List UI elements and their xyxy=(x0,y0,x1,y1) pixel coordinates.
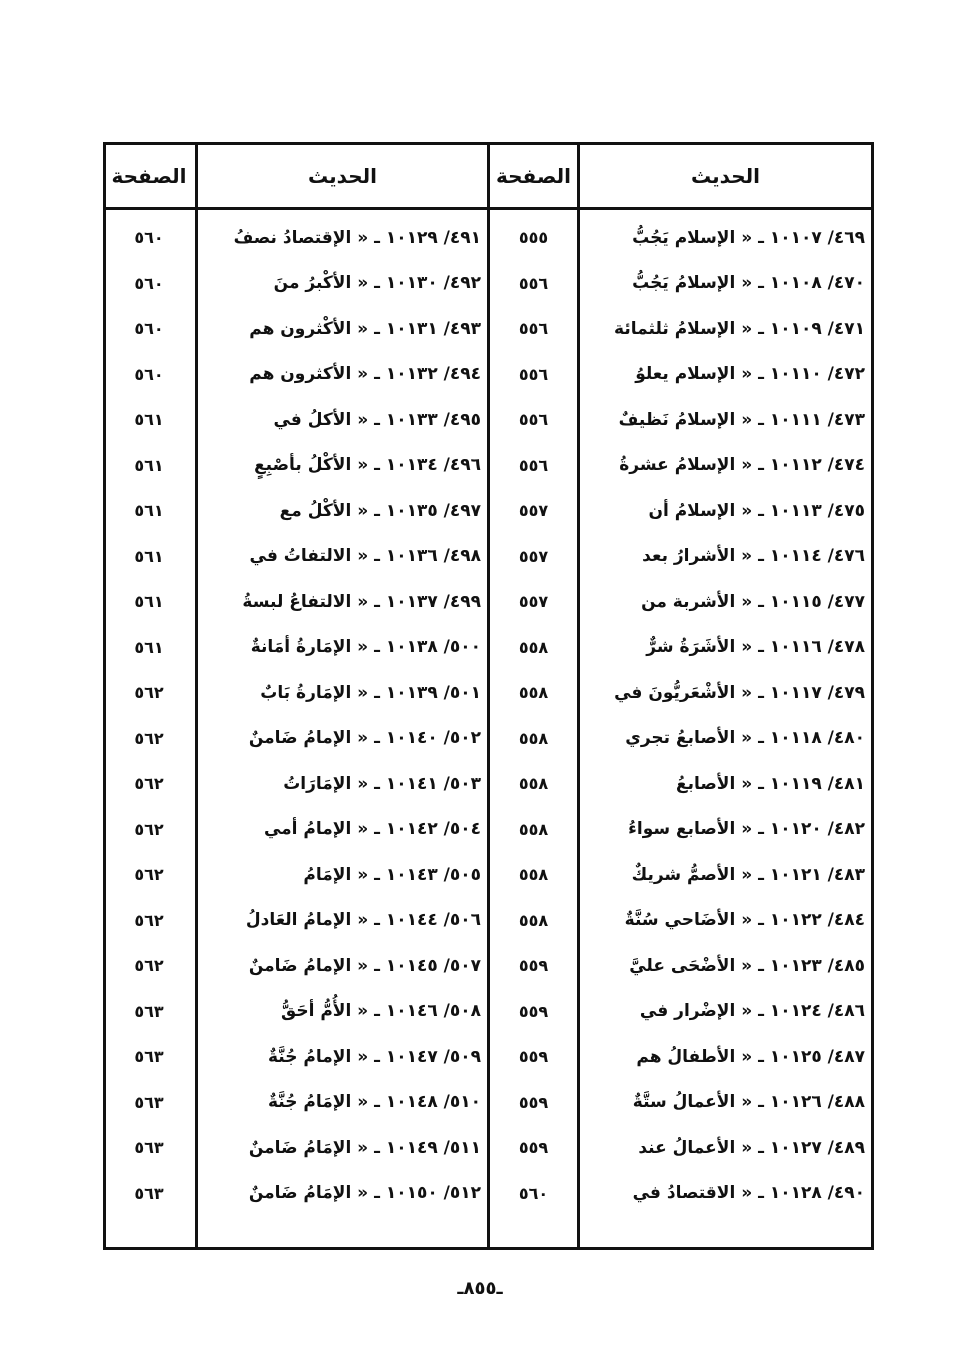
page-left: ٥٦٠ xyxy=(134,319,164,339)
page-right: ٥٥٥ xyxy=(518,228,549,248)
table-row xyxy=(106,807,871,853)
table-row xyxy=(106,579,871,625)
page-left: ٥٦٢ xyxy=(134,956,164,976)
hadith-left: ٤٩٥/ ١٠١٣٣ ـ « الأكلُ في xyxy=(273,409,481,430)
page-left: ٥٦٢ xyxy=(134,728,164,748)
hadith-left: ٤٩١/ ١٠١٢٩ ـ « الإقتصادُ نصفُ xyxy=(233,227,481,248)
hadith-left: ٥٠٩/ ١٠١٤٧ ـ « الإمامُ جُنَّةٌ xyxy=(268,1046,481,1067)
page-right: ٥٥٩ xyxy=(518,956,549,976)
page-left: ٥٦٢ xyxy=(134,683,164,703)
header-divider xyxy=(106,207,871,210)
hadith-right: ٤٩٠/ ١٠١٢٨ ـ « الاقتصادُ في xyxy=(632,1183,865,1204)
page-right: ٥٥٦ xyxy=(518,410,549,430)
table-row xyxy=(106,215,871,261)
hadith-right: ٤٧٥/ ١٠١١٣ ـ « الإسلامُ أن xyxy=(648,500,865,521)
hadith-left: ٥٠٣/ ١٠١٤١ ـ « الإمَارَاتُ xyxy=(283,773,481,794)
hadith-right: ٤٨٨/ ١٠١٢٦ ـ « الأعمالُ ستَّةٌ xyxy=(632,1092,865,1113)
hadith-right: ٤٧٩/ ١٠١١٧ ـ « الأشْعَريُّونَ في xyxy=(614,682,865,703)
hadith-right: ٤٧٨/ ١٠١١٦ ـ « الأشَرَةُ شرٌّ xyxy=(646,637,865,658)
page-number: ـ٨٥٥ـ xyxy=(457,1278,503,1299)
page-right: ٥٥٦ xyxy=(518,319,549,339)
page-right: ٥٥٩ xyxy=(518,1047,549,1067)
table-row xyxy=(106,852,871,898)
page-left: ٥٦٣ xyxy=(134,1001,164,1021)
page-right: ٥٥٦ xyxy=(518,273,549,293)
page-left: ٥٦١ xyxy=(134,455,164,475)
page-right: ٥٥٨ xyxy=(518,774,549,794)
hadith-right: ٤٧٤/ ١٠١١٢ ـ « الإسلامُ عشرةُ xyxy=(619,455,865,476)
page-right: ٥٦٠ xyxy=(518,1183,549,1203)
hadith-left: ٤٩٣/ ١٠١٣١ ـ « الأكْثرون هم xyxy=(249,318,481,339)
hadith-right: ٤٦٩/ ١٠١٠٧ ـ « الإسلام يَجُبُّ xyxy=(632,227,865,248)
hadith-right: ٤٧٦/ ١٠١١٤ ـ « الأشرارُ بعد xyxy=(642,546,865,567)
page-left: ٥٦٠ xyxy=(134,228,164,248)
page-left: ٥٦١ xyxy=(134,592,164,612)
page-right: ٥٥٩ xyxy=(518,1001,549,1021)
hadith-right: ٤٨٤/ ١٠١٢٢ ـ « الأضَاحي سُنَّةٌ xyxy=(624,910,865,931)
hadith-left: ٤٩٢/ ١٠١٣٠ ـ « الأكْبرُ منَ xyxy=(273,273,481,294)
hadith-left: ٥٠١/ ١٠١٣٩ ـ « الإمَارةُ بَابٌ xyxy=(260,682,481,703)
page-right: ٥٥٦ xyxy=(518,364,549,384)
table-row xyxy=(106,1171,871,1217)
table-body xyxy=(106,215,871,1216)
hadith-left: ٥٠٢/ ١٠١٤٠ ـ « الإمامُ ضَامنٌ xyxy=(248,728,481,749)
page-left: ٥٦١ xyxy=(134,546,164,566)
table-row xyxy=(106,1125,871,1171)
table-row xyxy=(106,534,871,580)
hadith-left: ٥١٠/ ١٠١٤٨ ـ « الإمَامُ جُنَّةٌ xyxy=(268,1092,481,1113)
page-left: ٥٦٣ xyxy=(134,1092,164,1112)
page-right: ٥٥٨ xyxy=(518,865,549,885)
table-row xyxy=(106,898,871,944)
hadith-left: ٥٠٤/ ١٠١٤٢ ـ « الإمامُ أمي xyxy=(263,819,481,840)
hadith-left: ٤٩٤/ ١٠١٣٢ ـ « الأكثرون هم xyxy=(249,364,481,385)
page-right: ٥٥٩ xyxy=(518,1138,549,1158)
hadith-right: ٤٨٢/ ١٠١٢٠ ـ « الأصابع سواءُ xyxy=(628,819,865,840)
index-table xyxy=(103,142,874,1250)
hadith-right: ٤٧٧/ ١٠١١٥ ـ « الأشربة من xyxy=(641,591,865,612)
hadith-right: ٤٧٠/ ١٠١٠٨ ـ « الإسلامُ يَجُبُّ xyxy=(632,273,865,294)
table-row xyxy=(106,670,871,716)
table-row xyxy=(106,989,871,1035)
table-row xyxy=(106,761,871,807)
hadith-left: ٥٠٦/ ١٠١٤٤ ـ « الإمامُ العَادلُ xyxy=(245,910,481,931)
hadith-right: ٤٨١/ ١٠١١٩ ـ « الأصابعُ xyxy=(675,773,865,794)
page-left: ٥٦١ xyxy=(134,501,164,521)
hadith-right: ٤٨٠/ ١٠١١٨ ـ « الأصابعُ تجري xyxy=(625,728,865,749)
hadith-left: ٤٩٦/ ١٠١٣٤ ـ « الأكْلُ بأصْبِعٍ xyxy=(254,455,481,476)
page-right: ٥٥٦ xyxy=(518,455,549,475)
hadith-left: ٥٠٨/ ١٠١٤٦ ـ « الأُمُّ أحَقُّ xyxy=(281,1001,481,1022)
hadith-right: ٤٧٣/ ١٠١١١ ـ « الإسلامُ نَظيفٌ xyxy=(618,409,865,430)
table-row xyxy=(106,716,871,762)
hadith-left: ٤٩٨/ ١٠١٣٦ ـ « الالتفاتُ في xyxy=(249,546,481,567)
page-left: ٥٦١ xyxy=(134,637,164,657)
page-right: ٥٥٨ xyxy=(518,728,549,748)
page-left: ٥٦٣ xyxy=(134,1047,164,1067)
table-row xyxy=(106,443,871,489)
hadith-right: ٤٨٥/ ١٠١٢٣ ـ « الأضْحَى عليَّ xyxy=(629,955,865,976)
hadith-left: ٥١١/ ١٠١٤٩ ـ « الإمَامُ ضَامنٌ xyxy=(248,1137,481,1158)
hadith-left: ٤٩٧/ ١٠١٣٥ ـ « الأكْلُ مع xyxy=(279,500,481,521)
page-left: ٥٦٢ xyxy=(134,819,164,839)
page-right: ٥٥٨ xyxy=(518,683,549,703)
table-row xyxy=(106,625,871,671)
page-right: ٥٥٨ xyxy=(518,637,549,657)
hadith-right: ٤٨٦/ ١٠١٢٤ ـ « الإضْرار في xyxy=(639,1001,865,1022)
page-left: ٥٦٢ xyxy=(134,910,164,930)
table-row xyxy=(106,397,871,443)
page-left: ٥٦٢ xyxy=(134,774,164,794)
hadith-left: ٥٠٥/ ١٠١٤٣ ـ « الإمَامُ xyxy=(303,864,481,885)
table-row xyxy=(106,1080,871,1126)
header-hadith-right: الحديث xyxy=(691,164,761,188)
page-left: ٥٦٢ xyxy=(134,865,164,885)
hadith-left: ٥٠٧/ ١٠١٤٥ ـ « الإمامُ ضَامنٌ xyxy=(248,955,481,976)
table-row xyxy=(106,352,871,398)
page-left: ٥٦٣ xyxy=(134,1138,164,1158)
table-row xyxy=(106,261,871,307)
header-hadith-left: الحديث xyxy=(308,164,378,188)
page-right: ٥٥٧ xyxy=(518,501,549,521)
page-right: ٥٥٩ xyxy=(518,1092,549,1112)
page-left: ٥٦٠ xyxy=(134,364,164,384)
hadith-right: ٤٧٢/ ١٠١١٠ ـ « الإسلام يعلوُ xyxy=(635,364,865,385)
table-row xyxy=(106,943,871,989)
page-right: ٥٥٧ xyxy=(518,592,549,612)
page-right: ٥٥٧ xyxy=(518,546,549,566)
table-row xyxy=(106,306,871,352)
hadith-right: ٤٨٩/ ١٠١٢٧ ـ « الأعمالُ عند xyxy=(638,1137,865,1158)
table-row xyxy=(106,1034,871,1080)
page-left: ٥٦٣ xyxy=(134,1183,164,1203)
table-row xyxy=(106,488,871,534)
hadith-left: ٤٩٩/ ١٠١٣٧ ـ « الالتفاعُ لبسةُ xyxy=(242,591,481,612)
hadith-left: ٥١٢/ ١٠١٥٠ ـ « الإمَامُ ضَامنٌ xyxy=(248,1183,481,1204)
hadith-right: ٤٧١/ ١٠١٠٩ ـ « الإسلامُ ثلثمائة xyxy=(614,318,865,339)
page-right: ٥٥٨ xyxy=(518,910,549,930)
page-right: ٥٥٨ xyxy=(518,819,549,839)
page-left: ٥٦٠ xyxy=(134,273,164,293)
hadith-right: ٤٨٣/ ١٠١٢١ ـ « الأصمُّ شريكٌ xyxy=(631,864,865,885)
header-page-left: الصفحة xyxy=(111,164,187,188)
hadith-right: ٤٨٧/ ١٠١٢٥ ـ « الأطفالُ هم xyxy=(636,1046,865,1067)
header-page-right: الصفحة xyxy=(496,164,572,188)
page-left: ٥٦١ xyxy=(134,410,164,430)
hadith-left: ٥٠٠/ ١٠١٣٨ ـ « الإمَارةُ أمَانةٌ xyxy=(250,637,481,658)
